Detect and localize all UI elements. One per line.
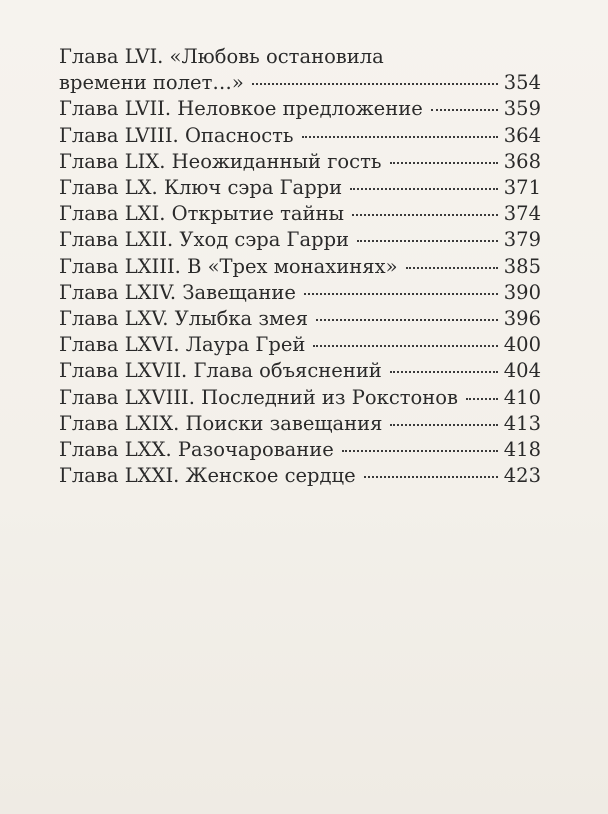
toc-entry-title: Глава LXV. Улыбка змея [59,307,309,331]
toc-entry [59,332,541,358]
table-of-contents [59,44,541,489]
toc-entry-title: Глава LXVI. Лаура Грей [59,333,306,357]
toc-entry-page: 379 [503,228,541,252]
toc-entry-title: Глава LXVIII. Последний из Рокстонов [59,385,458,409]
toc-entry [59,123,541,149]
dot-leader [390,162,498,164]
toc-entry-title: Глава LIX. Неожиданный гость [59,149,382,173]
toc-entry [59,254,541,280]
toc-entry [59,385,541,411]
toc-entry-page: 368 [503,149,541,173]
dot-leader [406,267,498,269]
dot-leader [313,345,497,347]
toc-entry-page: 396 [503,307,541,331]
toc-entry [59,175,541,201]
toc-entry-title-line2: времени полет…» [59,71,244,95]
toc-entry-title: Глава LX. Ключ сэра Гарри [59,176,343,200]
toc-entry-page: 354 [503,71,541,95]
toc-entry-page: 404 [503,359,541,383]
toc-entry-page: 413 [503,411,541,435]
toc-entry-title: Глава LXXI. Женское сердце [59,464,356,488]
toc-entry [59,437,541,463]
toc-entry-page: 423 [503,464,541,488]
toc-entry-page: 400 [503,333,541,357]
toc-entry [59,280,541,306]
toc-entry [59,411,541,437]
dot-leader [364,476,498,478]
toc-entry-title: Глава LXII. Уход сэра Гарри [59,228,350,252]
toc-entry-title: Глава LXX. Разочарование [59,438,334,462]
dot-leader [390,424,497,426]
toc-entry [59,227,541,253]
dot-leader [304,293,498,295]
toc-entry-title: Глава LVII. Неловкое предложение [59,97,423,121]
toc-entry-page: 418 [503,438,541,462]
toc-entry [59,463,541,489]
toc-entry-page: 385 [503,254,541,278]
toc-entry-title-line1: Глава LVI. «Любовь остановила [59,45,384,68]
toc-entry-title: Глава LXIII. В «Трех монахинях» [59,254,398,278]
dot-leader [316,319,498,321]
toc-entry-page: 374 [503,202,541,226]
toc-entry [59,44,541,96]
toc-entry [59,149,541,175]
dot-leader [357,240,498,242]
toc-entry-title: Глава LXIV. Завещание [59,280,296,304]
dot-leader [466,398,498,400]
toc-entry [59,96,541,122]
toc-entry-page: 371 [503,176,541,200]
toc-entry-page: 390 [503,280,541,304]
dot-leader [350,188,498,190]
dot-leader [352,214,498,216]
dot-leader [431,109,498,111]
dot-leader [252,83,498,85]
dot-leader [390,371,498,373]
toc-entry-title: Глава LXI. Открытие тайны [59,202,345,226]
dot-leader [302,136,498,138]
toc-entry-page: 364 [503,123,541,147]
toc-entry [59,201,541,227]
toc-entry-title: Глава LVIII. Опасность [59,123,294,147]
toc-entry-page: 410 [503,385,541,409]
toc-entry [59,306,541,332]
toc-entry [59,358,541,384]
toc-entry-title: Глава LXVII. Глава объяснений [59,359,382,383]
toc-entry-page: 359 [503,97,541,121]
dot-leader [342,450,498,452]
toc-entry-title: Глава LXIX. Поиски завещания [59,411,383,435]
